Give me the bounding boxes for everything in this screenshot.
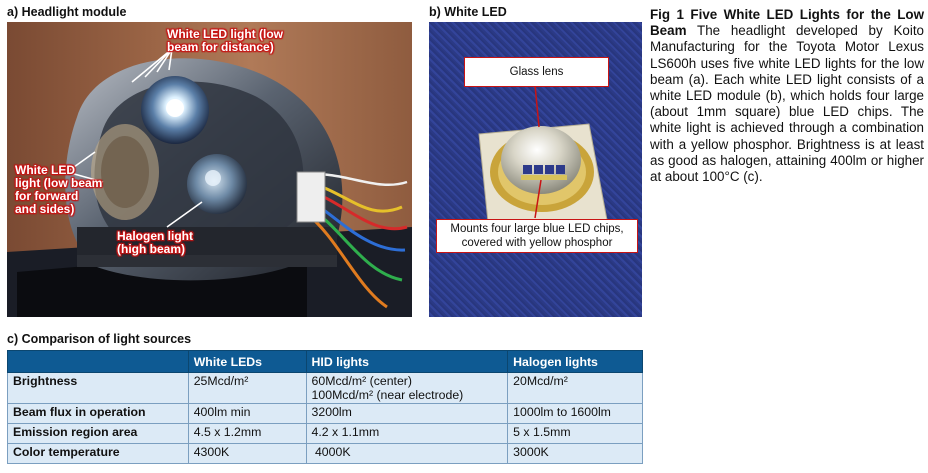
table-row [8,373,643,404]
cell-white-led: 400lm min [188,404,306,424]
cell-line: 100Mcd/m² (near electrode) [311,388,464,402]
cell-halogen: 3000K [508,444,643,464]
cell-line: 60Mcd/m² (center) [311,374,412,388]
table-label: c) Comparison of light sources [7,332,192,346]
callout-white-led-forward [15,164,102,216]
panel-a-label: a) Headlight module [7,5,127,19]
callout-white-led-distance [167,28,283,54]
caption-title: Fig 1 Five White LED Lights for the Low Beam [650,7,924,39]
header-halogen-lights: Halogen lights [508,351,643,373]
callout-line: for forward [15,189,79,203]
header-empty [8,351,189,373]
callout-led-chips [436,219,638,253]
callout-line: (high beam) [117,242,185,256]
callout-line: White LED light (low [167,27,283,41]
callout-line: Halogen light [117,229,193,243]
callout-line: Mounts four large blue LED chips, [450,223,624,235]
row-name: Beam flux in operation [8,404,189,424]
callout-halogen [117,230,193,256]
cell-hid: 4.2 x 1.1mm [306,424,508,444]
white-led-photo [429,22,642,317]
cell-white-led: 4.5 x 1.2mm [188,424,306,444]
cell-hid: 3200lm [306,404,508,424]
callout-line: White LED [15,163,75,177]
caption-body: The headlight developed by Koito Manufacturing for the Toyota Motor Lexus LS600h uses five white LED lights for the low beam (a). Each white LED light consists of a white LED module (b), which holds four large (about 1mm square) blue LED chips. The white light is achieved through a combination with a yellow phosphor. Brightness is at least as good as halogen, attaining 400lm or higher at about 100°C (c). [650,23,924,185]
row-name: Brightness [8,373,189,404]
comparison-table [7,350,643,464]
callout-line: light (low beam [15,176,103,190]
cell-white-led: 25Mcd/m² [188,373,306,404]
cell-halogen: 5 x 1.5mm [508,424,643,444]
headlight-module-photo [7,22,412,317]
table-row [8,404,643,424]
callout-glass-lens: Glass lens [464,57,609,87]
row-name: Color temperature [8,444,189,464]
table-row [8,424,643,444]
callout-line: beam for distance) [167,40,274,54]
cell-hid [306,373,508,404]
panel-b-label: b) White LED [429,5,507,19]
header-white-leds: White LEDs [188,351,306,373]
callout-line: covered with yellow phosphor [461,237,613,249]
table-row [8,444,643,464]
cell-white-led: 4300K [188,444,306,464]
figure-caption [650,7,924,185]
row-name: Emission region area [8,424,189,444]
cell-halogen: 20Mcd/m² [508,373,643,404]
header-hid-lights: HID lights [306,351,508,373]
cell-halogen: 1000lm to 1600lm [508,404,643,424]
callout-line: and sides) [15,202,75,216]
cell-hid: 4000K [306,444,508,464]
table-header-row [8,351,643,373]
